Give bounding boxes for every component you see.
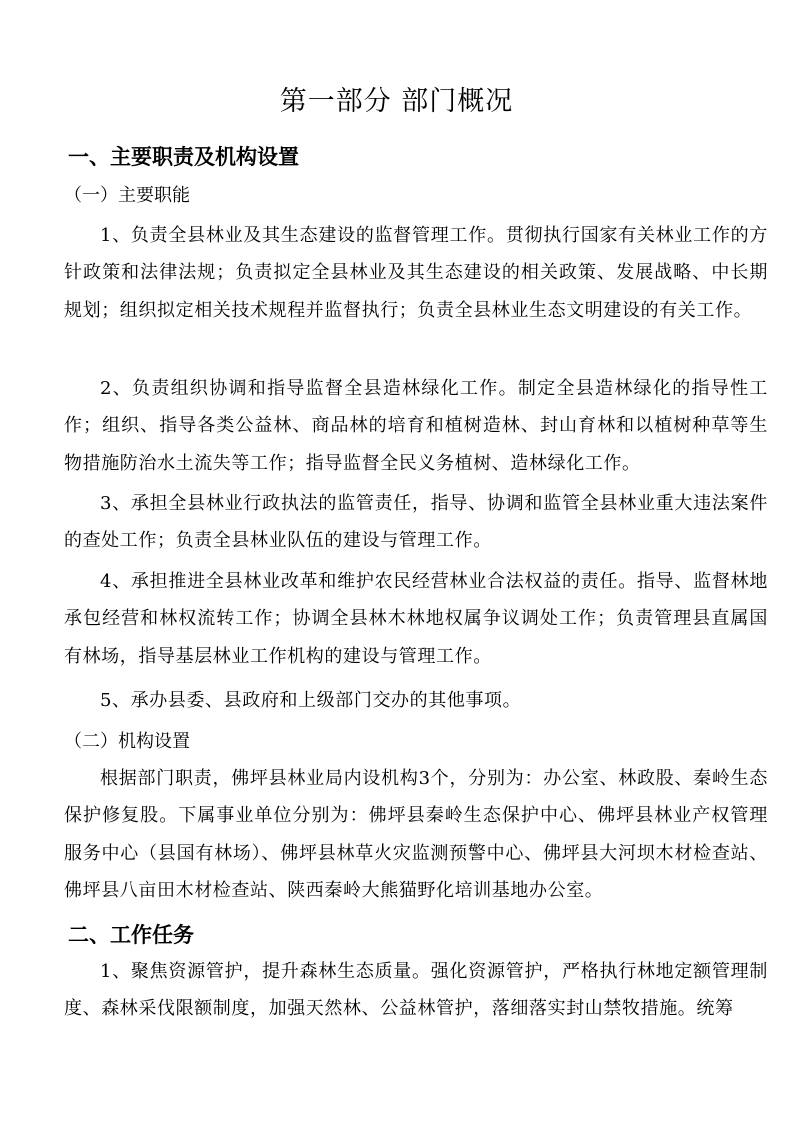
subheading-organization: （二）机构设置 xyxy=(64,731,190,752)
function-item-2: 2、负责组织协调和指导监督全县造林绿化工作。制定全县造林绿化的指导性工作；组织、指导各类公益林、商品林的培育和植树造林、封山育林和以植树种草等生物措施防治水土流失等工作；指导监督全民义务植树、造林绿化工作。 xyxy=(64,378,768,474)
function-item-4: 4、承担推进全县林业改革和维护农民经营林业合法权益的责任。指导、监督林地承包经营和林权流转工作；协调全县林木林地权属争议调处工作；负责管理县直属国有林场，指导基层林业工作机构的建设与管理工作。 xyxy=(64,571,768,667)
function-item-5: 5、承办县委、县政府和上级部门交办的其他事项。 xyxy=(100,690,522,711)
subheading-main-functions: （一）主要职能 xyxy=(64,185,190,206)
section-heading-duties: 一、主要职责及机构设置 xyxy=(68,145,299,169)
organization-paragraph: 根据部门职责，佛坪县林业局内设机构3个，分别为：办公室、林政股、秦岭生态保护修复股。下属事业单位分别为：佛坪县秦岭生态保护中心、佛坪县林业产权管理服务中心（县国有林场）、佛坪县林草火灾监测预警中心、佛坪县大河坝木材检查站、佛坪县八亩田木材检查站、陕西秦岭大熊猫野化培训基地办公室。 xyxy=(64,768,768,901)
function-item-1: 1、负责全县林业及其生态建设的监督管理工作。贯彻执行国家有关林业工作的方针政策和法律法规；负责拟定全县林业及其生态建设的相关政策、发展战略、中长期规划；组织拟定相关技术规程并监督执行；负责全县林业生态文明建设的有关工作。 xyxy=(64,225,768,321)
page-title: 第一部分 部门概况 xyxy=(279,86,514,117)
section-heading-tasks: 二、工作任务 xyxy=(68,923,194,947)
task-item-1: 1、聚焦资源管护，提升森林生态质量。强化资源管护，严格执行林地定额管理制度、森林采伐限额制度，加强天然林、公益林管护，落细落实封山禁牧措施。统筹 xyxy=(64,961,768,1020)
function-item-3: 3、承担全县林业行政执法的监管责任，指导、协调和监管全县林业重大违法案件的查处工作；负责全县林业队伍的建设与管理工作。 xyxy=(64,493,768,552)
